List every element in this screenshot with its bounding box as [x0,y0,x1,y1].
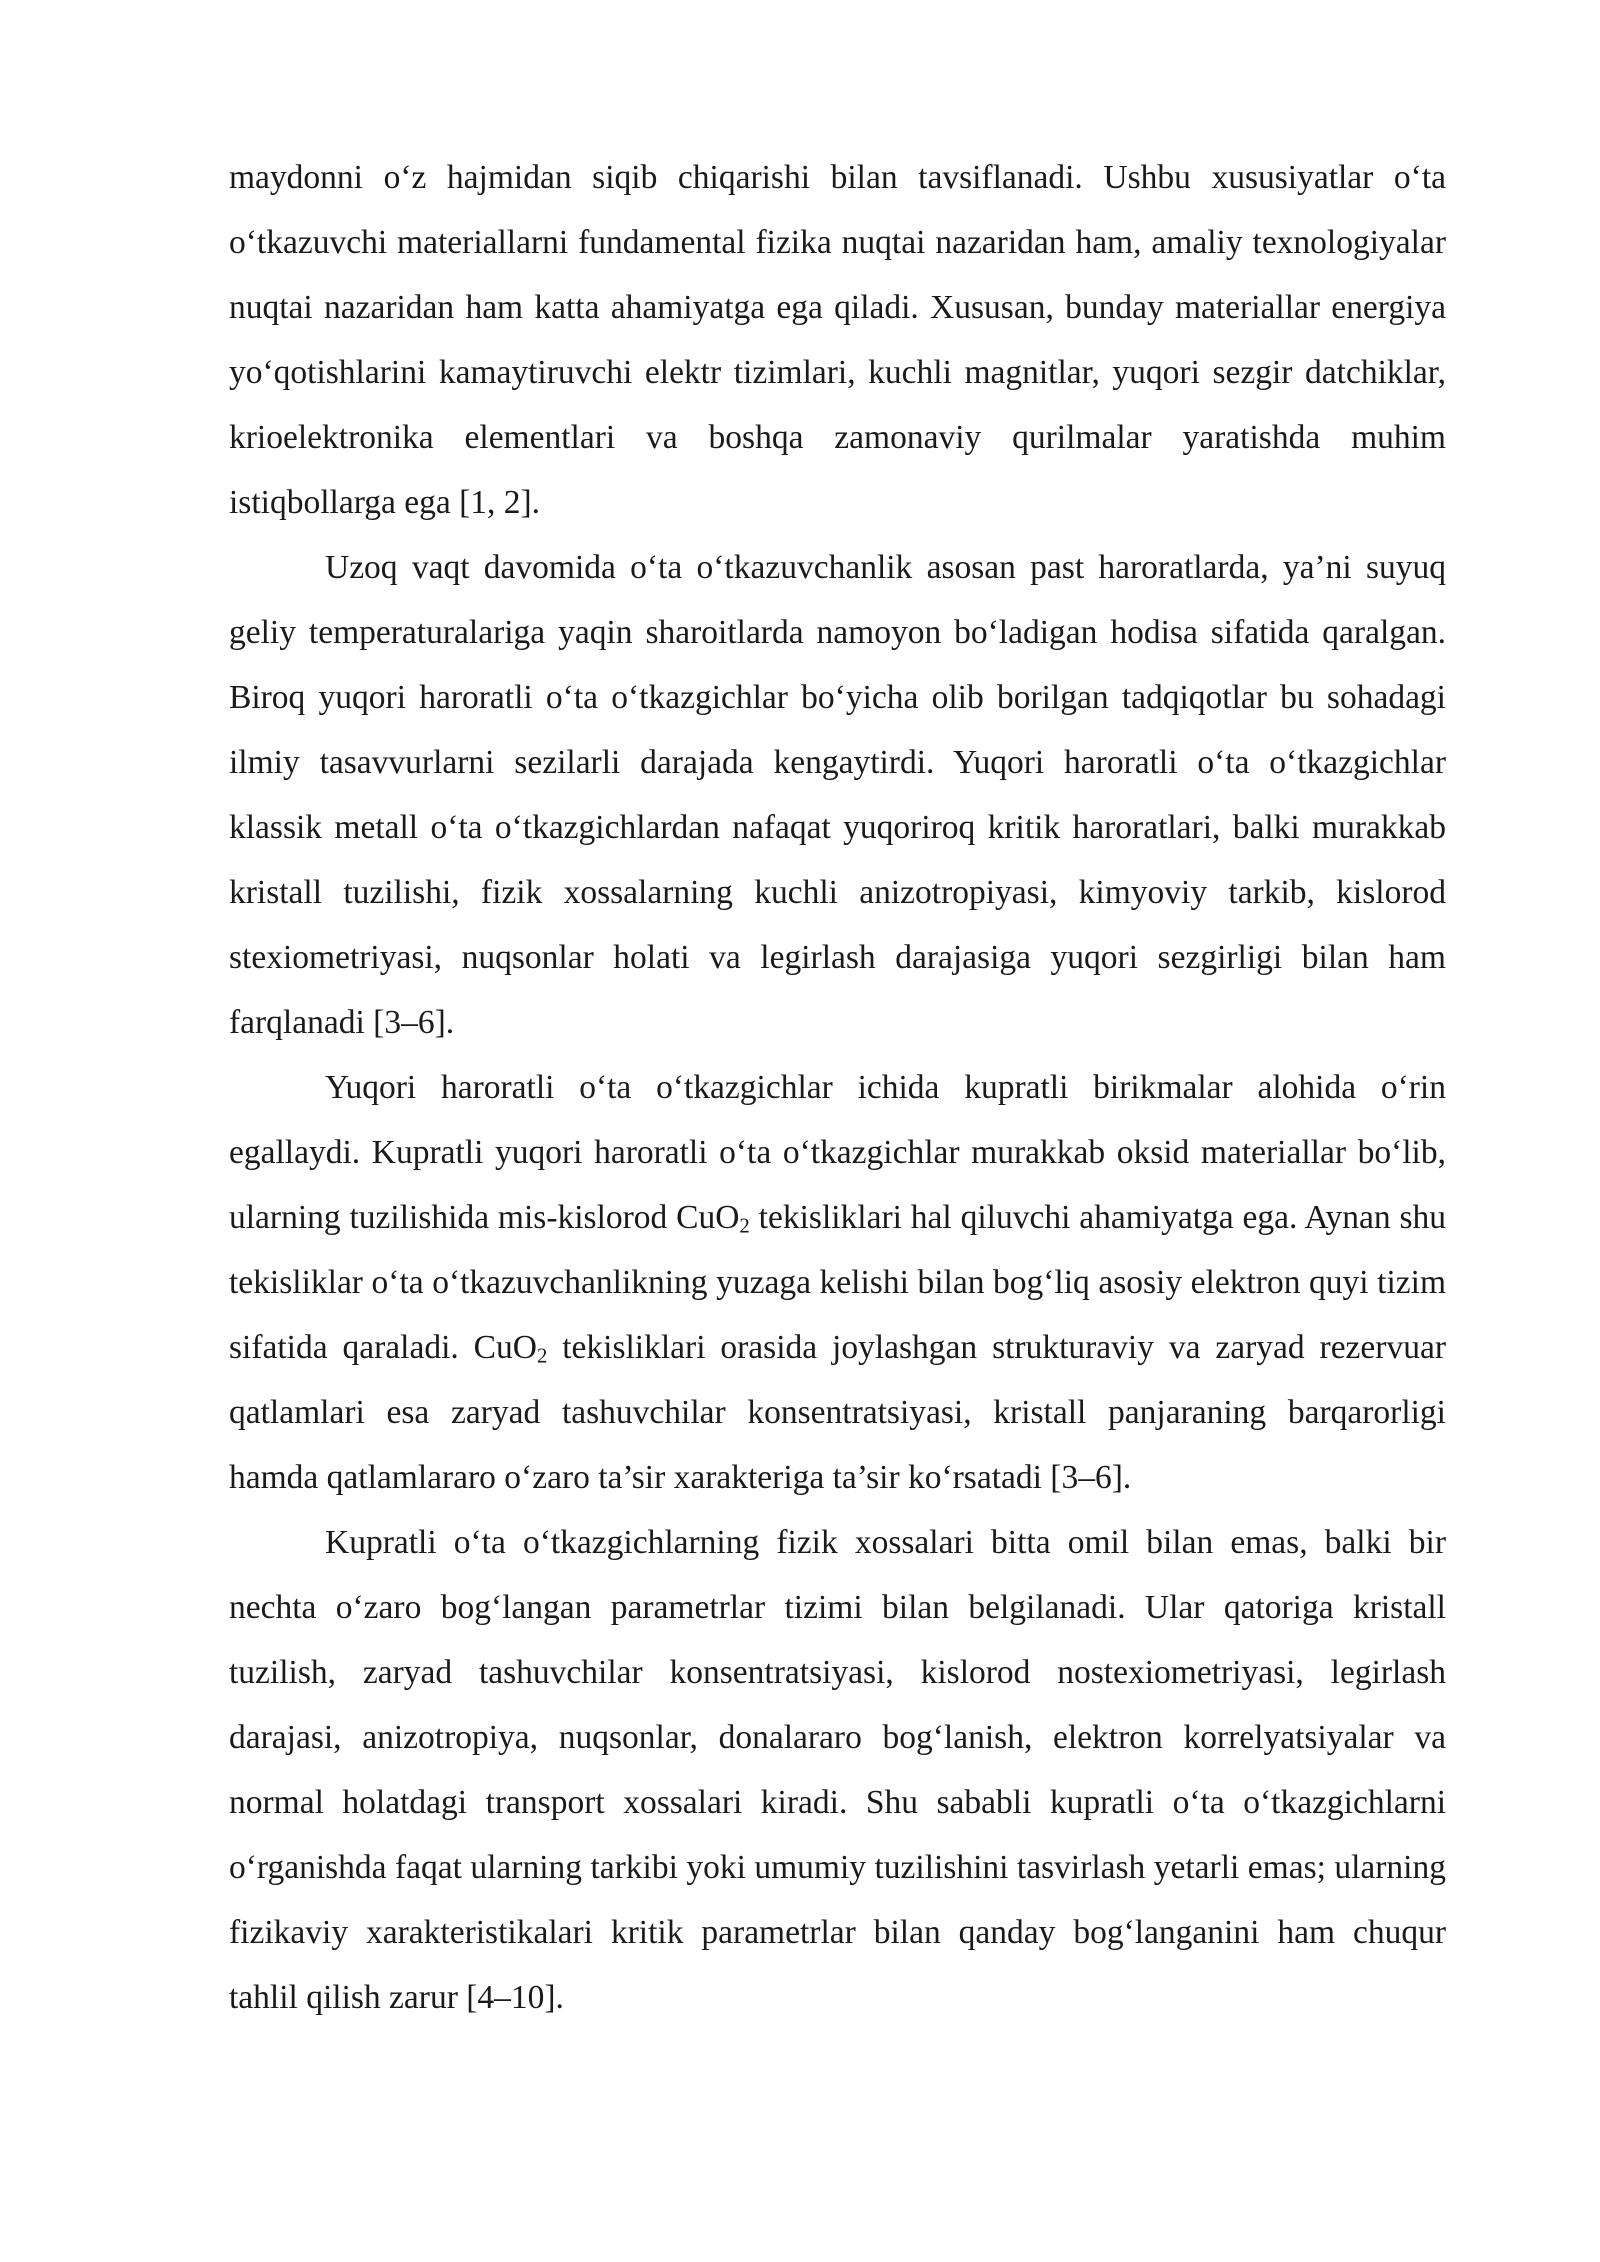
paragraph-text: maydonni o‘z hajmidan siqib chiqarishi bilan tavsiflanadi. Ushbu xususiyatlar o‘ta o‘tkazuvchi materiallarni fundamental fizika nuqtai nazaridan ham, amaliy texnologiyalar nuqtai nazaridan ham katta ahamiyatga ega qiladi. Xususan, bunday materiallar energiya yo‘qotishlarini kamaytiruvchi elektr tizimlari, kuchli magnitlar, yuqori sezgir datchiklar, krioelektronika elementlari va boshqa zamonaviy qurilmalar yaratishda muhim istiqbollarga ega [1, 2]. [229,159,1446,521]
paragraph-text: Uzoq vaqt davomida o‘ta o‘tkazuvchanlik asosan past haroratlarda, ya’ni suyuq geliy temperaturalariga yaqin sharoitlarda namoyon bo‘ladigan hodisa sifatida qaralgan. Biroq yuqori haroratli o‘ta o‘tkazgichlar bo‘yicha olib borilgan tadqiqotlar bu sohadagi ilmiy tasavvurlarni sezilarli darajada kengaytirdi. Yuqori haroratli o‘ta o‘tkazgichlar klassik metall o‘ta o‘tkazgichlardan nafaqat yuqoriroq kritik haroratlari, balki murakkab kristall tuzilishi, fizik xossalarning kuchli anizotropiyasi, kimyoviy tarkib, kislorod stexiometriyasi, nuqsonlar holati va legirlash darajasiga yuqori sezgirligi bilan ham farqlanadi [3–6]. [229,549,1446,1041]
paragraph [229,145,1446,535]
paragraph [229,1510,1446,2030]
subscript: 2 [536,1344,548,1368]
paragraph [229,1055,1446,1510]
paragraph [229,535,1446,1055]
paragraph-text: Yuqori haroratli o‘ta o‘tkazgichlar ichida kupratli birikmalar alohida o‘rin egallaydi. Kupratli yuqori haroratli o‘ta o‘tkazgichlar murakkab oksid materiallar bo‘lib, ularning tuzilishida mis-kislorod CuO [229,1069,1446,1236]
body-text [229,145,1446,2030]
paragraph-text: tekisliklari orasida joylashgan strukturaviy va zaryad rezervuar qatlamlari esa zaryad tashuvchilar konsentratsiyasi, kristall panjaraning barqarorligi hamda qatlamlararo o‘zaro ta’sir xarakteriga ta’sir ko‘rsatadi [3–6]. [229,1329,1446,1496]
subscript: 2 [739,1214,750,1238]
paragraph-text: Kupratli o‘ta o‘tkazgichlarning fizik xossalari bitta omil bilan emas, balki bir nechta o‘zaro bog‘langan parametrlar tizimi bilan belgilanadi. Ular qatoriga kristall tuzilish, zaryad tashuvchilar konsentratsiyasi, kislorod nostexiometriyasi, legirlash darajasi, anizotropiya, nuqsonlar, donalararo bog‘lanish, elektron korrelyatsiyalar va normal holatdagi transport xossalari kiradi. Shu sababli kupratli o‘ta o‘tkazgichlarni o‘rganishda faqat ularning tarkibi yoki umumiy tuzilishini tasvirlash yetarli emas; ularning fizikaviy xarakteristikalari kritik parametrlar bilan qanday bog‘langanini ham chuqur tahlil qilish zarur [4–10]. [229,1524,1446,2016]
paragraph-text: tekisliklari hal qiluvchi ahamiyatga ega. Aynan shu tekisliklar o‘ta o‘tkazuvchanlikning yuzaga kelishi bilan bog‘liq asosiy elektron quyi tizim sifatida qaraladi. CuO [229,1199,1446,1366]
